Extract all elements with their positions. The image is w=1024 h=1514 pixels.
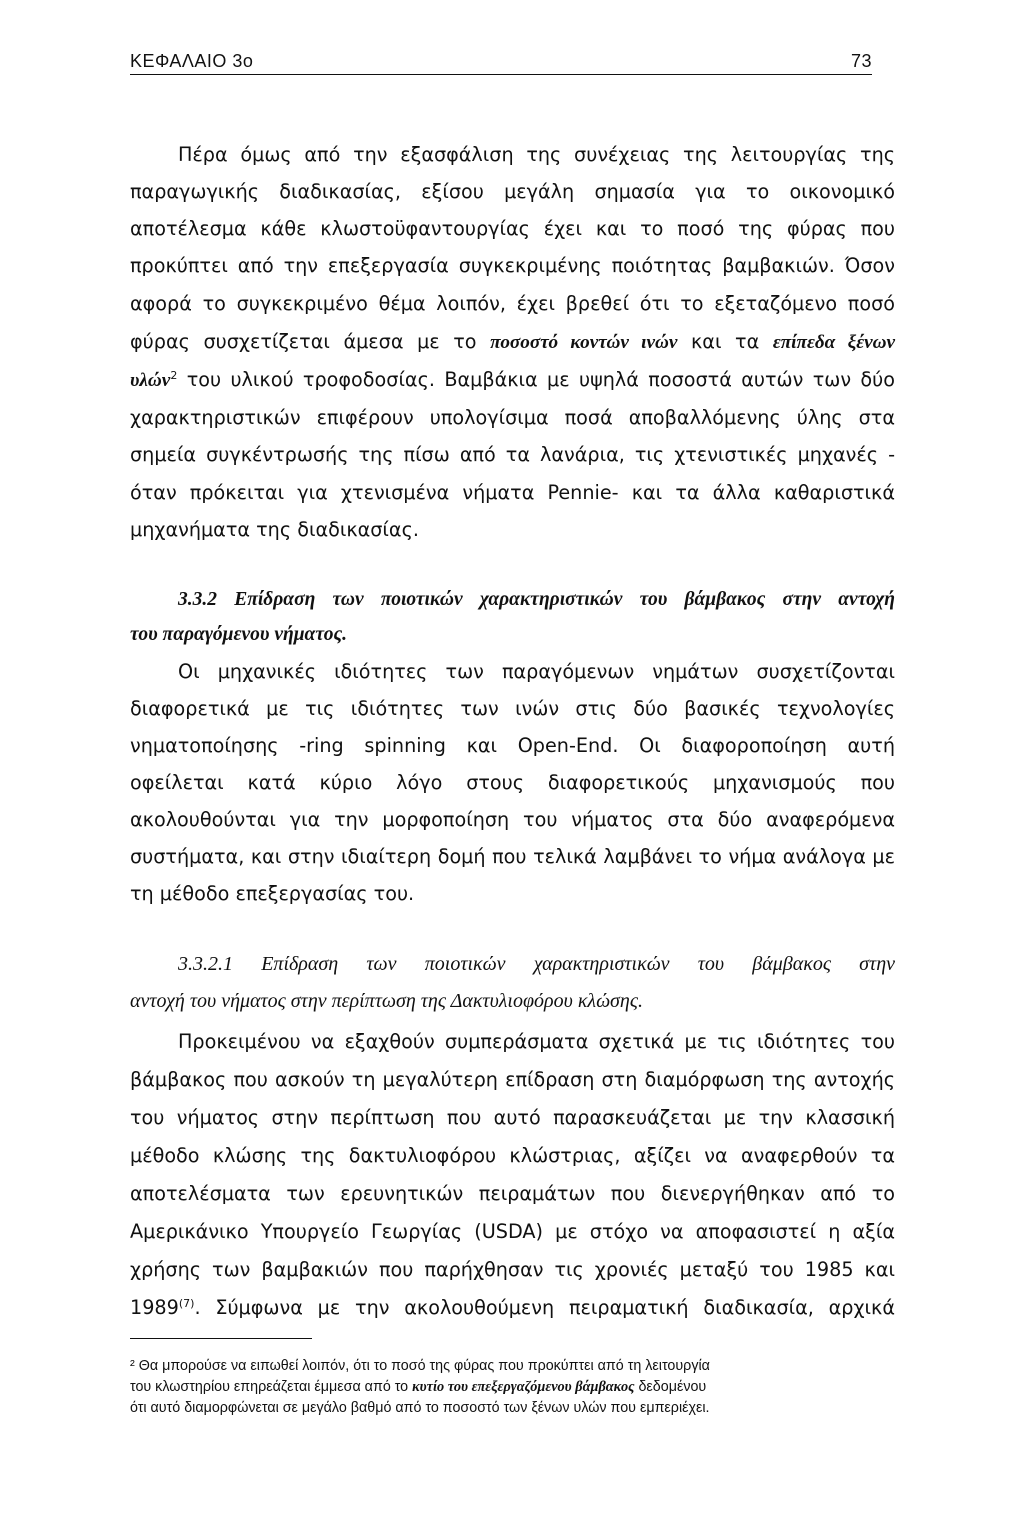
page-number: 73	[850, 51, 872, 71]
footnote-rule	[130, 1338, 312, 1339]
para2-line-3: νηματοποίησης -ring spinning και Open-End. Οι διαφοροποίηση αυτή	[130, 734, 895, 757]
para2-line-6: συστήματα, και στην ιδιαίτερη δομή που τελικά λαμβάνει το νήμα ανάλογα με	[130, 845, 895, 868]
para3-line-2: βάμβακος που ασκούν τη μεγαλύτερη επίδραση στη διαμόρφωση της αντοχής	[130, 1068, 895, 1091]
footnote-term: κυτίο του επεξεργαζόμενου βάμβακος	[412, 1379, 635, 1395]
para3-line-7: χρήσης των βαμβακιών που παρήχθησαν τις χρονιές μεταξύ του 1985 και	[130, 1258, 895, 1281]
para2-line-1: Οι μηχανικές ιδιότητες των παραγόμενων νημάτων συσχετίζονται	[178, 660, 895, 683]
term-materials: υλών	[130, 370, 171, 391]
para3-line-3: του νήματος στην περίπτωση που αυτό παρασκευάζεται με την κλασσική	[130, 1106, 895, 1129]
heading2-line-1: 3.3.2.1 Επίδραση των ποιοτικών χαρακτηριστικών του βάμβακος στην	[178, 953, 895, 975]
heading1-line-2: του παραγόμενου νήματος.	[130, 624, 348, 645]
para2-line-4: οφείλεται κατά κύριο λόγο στους διαφορετικούς μηχανισμούς που	[130, 771, 895, 794]
para3-year: 1989	[130, 1296, 179, 1319]
para1-line-9: σημεία συγκέντρωσής της πίσω από τα λανάρια, τις χτενιστικές μηχανές -	[130, 443, 895, 466]
footnote-ref-2: 2	[170, 369, 178, 382]
para2-line-2: διαφορετικά με τις ιδιότητες των ινών στις δύο βασικές τεχνολογίες	[130, 697, 895, 720]
para3-line-1: Προκειμένου να εξαχθούν συμπεράσματα σχετικά με τις ιδιότητες του	[178, 1030, 895, 1053]
para1-line-10: όταν πρόκειται για χτενισμένα νήματα Pennie- και τα άλλα καθαριστικά	[130, 481, 895, 504]
para3-line-8-text: . Σύμφωνα με την ακολουθούμενη πειραματική διαδικασία, αρχικά	[194, 1296, 895, 1319]
para3-line-5: αποτελέσματα των ερευνητικών πειραμάτων που διενεργήθηκαν από το	[130, 1182, 895, 1205]
footnote-line-2-text: του κλωστηρίου επηρεάζεται έμμεσα από το	[130, 1379, 413, 1395]
para1-line-11: μηχανήματα της διαδικασίας.	[130, 518, 419, 541]
page-header	[130, 48, 872, 75]
para2-line-7: τη μέθοδο επεξεργασίας του.	[130, 882, 415, 905]
footnote-line-2	[130, 1379, 872, 1396]
para1-line-7	[130, 368, 895, 392]
para1-line-4: προκύπτει από την επεξεργασία συγκεκριμένης ποιότητας βαμβακιών. Όσον	[130, 254, 895, 277]
reference-7: (7)	[178, 1297, 195, 1310]
para1-line-7-text: του υλικού τροφοδοσίας. Βαμβάκια με υψηλά ποσοστά αυτών των δύο	[177, 368, 895, 391]
heading2-line-2: αντοχή του νήματος στην περίπτωση της Δακτυλιοφόρου κλώσης.	[130, 990, 643, 1012]
para1-line-1: Πέρα όμως από την εξασφάλιση της συνέχειας της λειτουργίας της	[178, 143, 895, 166]
para1-line-6-text: φύρας συσχετίζεται άμεσα με το	[130, 330, 491, 353]
chapter-label: ΚΕΦΑΛΑΙΟ 3ο	[130, 51, 254, 71]
heading1-line-1: 3.3.2 Επίδραση των ποιοτικών χαρακτηριστικών του βάμβακος στην αντοχή	[178, 589, 895, 610]
para3-line-8	[130, 1296, 895, 1319]
footnote-line-3: ότι αυτό διαμορφώνεται σε μεγάλο βαθμό από το ποσοστό των ξένων υλών που εμπεριέχει.	[130, 1400, 710, 1416]
para1-line-6	[130, 330, 895, 354]
footnote-line-2-end: δεδομένου	[634, 1379, 707, 1395]
para2-line-5: ακολουθούνται για την μορφοποίηση του νήματος στα δύο αναφερόμενα	[130, 808, 895, 831]
footnote-line-1: ² Θα μπορούσε να ειπωθεί λοιπόν, ότι το ποσό της φύρας που προκύπτει από τη λειτουργία	[130, 1358, 710, 1374]
para3-line-4: μέθοδο κλώσης της δακτυλιοφόρου κλώστριας, αξίζει να αναφερθούν τα	[130, 1144, 895, 1167]
term-short-fibre: ποσοστό κοντών ινών	[490, 332, 678, 353]
para1-line-6-join: και τα	[677, 330, 773, 353]
para1-line-5: αφορά το συγκεκριμένο θέμα λοιπόν, έχει βρεθεί ότι το εξεταζόμενο ποσό	[130, 292, 895, 315]
para3-line-6: Αμερικάνικο Υπουργείο Γεωργίας (USDA) με στόχο να αποφασιστεί η αξία	[130, 1220, 895, 1243]
para1-line-3: αποτέλεσμα κάθε κλωστοϋφαντουργίας έχει και το ποσό της φύρας που	[130, 217, 895, 240]
para1-line-8: χαρακτηριστικών επιφέρουν υπολογίσιμα ποσά αποβαλλόμενης ύλης στα	[130, 406, 895, 429]
term-foreign-levels: επίπεδα ξένων	[772, 332, 895, 353]
para1-line-2: παραγωγικής διαδικασίας, εξίσου μεγάλη σημασία για το οικονομικό	[130, 180, 895, 203]
